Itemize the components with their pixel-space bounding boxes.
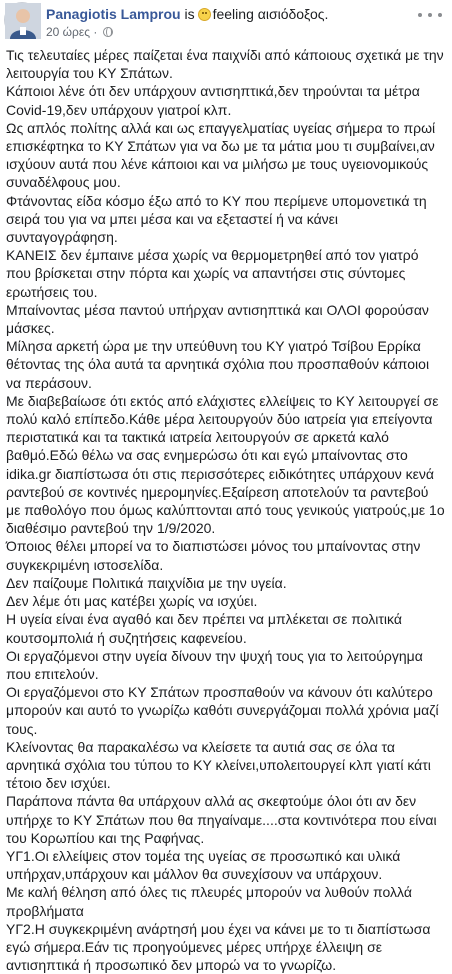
dot-icon bbox=[428, 13, 432, 17]
post-paragraph: Η υγεία είναι ένα αγαθό και δεν πρέπει να μπλέκεται σε πολιτικά κουτσομπολιά ή συζητήσεις καφενείου. bbox=[6, 611, 402, 646]
globe-icon bbox=[103, 27, 113, 37]
post-paragraph: Μίλησα αρκετή ώρα με την υπεύθυνη του ΚΥ γιατρό Τσίβου Ερρίκα θέτοντας της όλα αυτά τα αρνητικά σχόλια που προσπαθούν κάποιοι να περάσουν. bbox=[6, 338, 430, 391]
post-paragraph: Δεν λέμε ότι μας κατέβει χωρίς να ισχύει. bbox=[6, 593, 258, 610]
post-time[interactable]: 20 ώρες · bbox=[46, 25, 98, 39]
feeling-emoji-icon bbox=[198, 8, 211, 21]
post-paragraph: ΥΓ2.Η συγκεκριμένη ανάρτησή μου έχει να κάνει με το τι διαπίστωσα εγώ σήμερα.Εάν τις προηγούμενες μέρες υπήρχε έλλειψη σε αντισηπτικά ή προσωπικό δεν μπορώ να το γνωρίζω. bbox=[6, 920, 431, 974]
post-paragraph: Παράπονα πάντα θα υπάρχουν αλλά ας σκεφτούμε όλοι ότι αν δεν υπήρχε το ΚΥ Σπάτων που θα πηγαίναμε....στα κοντινότερα που είναι του Κορωπίου και της Ραφήνας. bbox=[6, 793, 437, 846]
post-paragraph: ΚΑΝΕΙΣ δεν έμπαινε μέσα χωρίς να θερμομετρηθεί από τον γιατρό που βρίσκεται στην πόρτα και χωρίς να απαντήσει στις σύντομες ερωτήσεις του. bbox=[6, 247, 419, 300]
post-paragraph: Κάποιοι λένε ότι δεν υπάρχουν αντισηπτικά,δεν τηρούνται τα μέτρα Covid-19,δεν υπάρχουν γιατροί κλπ. bbox=[6, 83, 420, 118]
post-paragraph: Μπαίνοντας μέσα παντού υπήρχαν αντισηπτικά και ΟΛΟΙ φορούσαν μάσκες. bbox=[6, 301, 429, 337]
post-paragraph: Οι εργαζόμενοι στο ΚΥ Σπάτων προσπαθούν να κάνουν ότι καλύτερο μπορούν και αυτό το γνωρίζω καθότι συνεργάζομαι πολλά χρόνια μαζί τους. bbox=[6, 684, 439, 737]
post-paragraph: Τις τελευταίες μέρες παίζεται ένα παιχνίδι από κάποιους σχετικά με την λειτουργία του ΚΥ Σπάτων. bbox=[6, 47, 444, 82]
post-paragraph: Φτάνοντας είδα κόσμο έξω από το ΚΥ που περίμενε υπομονετικά τη σειρά του για να μπει μέσα και να εξεταστεί ή να κάνει συνταγογράφηση. bbox=[6, 192, 427, 246]
feeling-text[interactable]: feeling αισιόδοξος. bbox=[212, 6, 329, 22]
dot-icon bbox=[418, 13, 422, 17]
post-paragraph: Κλείνοντας θα παρακαλέσω να κλείσετε τα αυτιά σας σε όλα τα αρνητικά σχόλια του τύπου το ΚΥ κλείνει,υπολειτουργεί κλπ γιατί κάτι τέτοιο δεν ισχύει. bbox=[6, 738, 431, 792]
is-text: is bbox=[184, 6, 195, 22]
post-paragraph: Με καλή θέληση από όλες τις πλευρές μπορούν να λυθούν πολλά προβλήματα bbox=[6, 884, 412, 919]
dot-icon bbox=[438, 13, 442, 17]
author-name[interactable]: Panagiotis Lamprou bbox=[46, 6, 181, 22]
post-paragraph: Ως απλός πολίτης αλλά και ως επαγγελματίας υγείας σήμερα το πρωί επισκέφτηκα το ΚΥ Σπάτων για να δω με τα μάτια μου τι συμβαίνει,αν ισχύουν αυτά που λένε κάποιοι και να μιλήσω με τους υγειονομικούς συναδέλφους μου. bbox=[6, 119, 436, 191]
post-paragraph: Δεν παίζουμε Πολιτικά παιχνίδια με την υγεία. bbox=[6, 574, 287, 591]
post-meta bbox=[46, 25, 113, 39]
profile-photo-icon bbox=[5, 3, 41, 39]
post-paragraph: Οι εργαζόμενοι στην υγεία δίνουν την ψυχή τους για το λειτούργημα που επιτελούν. bbox=[6, 647, 423, 682]
author-line bbox=[46, 6, 328, 22]
post-paragraph: Όποιος θέλει μπορεί να το διαπιστώσει μόνος του μπαίνοντας στην συγκεκριμένη ιστοσελίδα. bbox=[6, 538, 421, 573]
post-paragraph: Με διαβεβαίωσε ότι εκτός από ελάχιστες ελλείψεις το ΚΥ λειτουργεί σε πολύ καλό επίπεδο.Κάθε μέρα λειτουργούν δύο ιατρεία για επείγοντα περιστατικά και τα τακτικά ιατρεία λειτουργούν σε αρκετά καλό βαθμό.Εδώ θέλω να σας ενημερώσω ότι και εγώ μπαίνοντας στο idika.gr διαπίστωσα ότι στις περισσότερες ειδικότητες υπάρχουν κενά ραντεβού σε κοντινές ημερομηνίες.Εξαίρεση αποτελούν τα ραντεβού με παθολόγο που όμως καλύπτονται από τους γενικούς γιατρούς,με 1ο διαθέσιμο ραντεβού την 1/9/2020. bbox=[6, 392, 445, 537]
post-text bbox=[6, 46, 446, 974]
post-paragraph: ΥΓ1.Οι ελλείψεις στον τομέα της υγείας σε προσωπικό και υλικά υπήρχαν,υπάρχουν και μάλλον θα συνεχίσουν να υπάρχουν. bbox=[6, 847, 401, 883]
post-header bbox=[0, 0, 452, 44]
more-options-button[interactable] bbox=[418, 8, 442, 22]
avatar[interactable] bbox=[4, 2, 40, 38]
